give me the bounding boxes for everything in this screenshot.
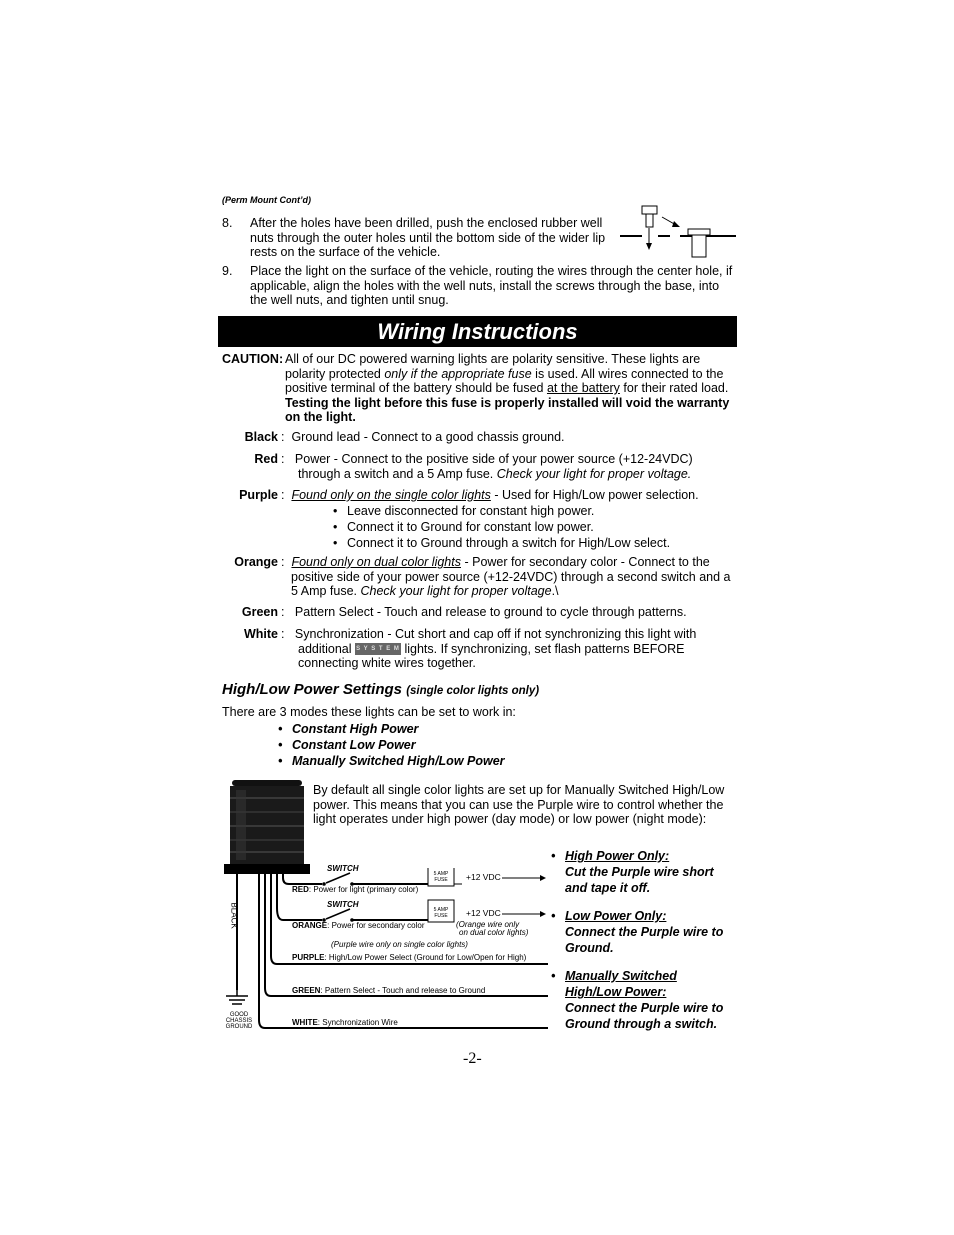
wire-desc-red: : Power - Connect to the positive side of your power source (+12-24VDC) through a switch and a 5 Amp fuse. Check your light for proper voltage. — [281, 452, 693, 481]
list-item: • Leave disconnected for constant high power. — [333, 503, 741, 519]
fuse-label: 5 AMP FUSE — [433, 907, 449, 919]
well-nut-illustration — [618, 203, 740, 261]
list-item: • Connect it to Ground through a switch for High/Low select. — [333, 535, 741, 551]
purple-wire-note: (Purple wire only on single color lights) — [331, 940, 468, 949]
continuation-label: (Perm Mount Cont’d) — [222, 195, 311, 205]
step-line: the well nuts, and tighten until snug. — [250, 293, 449, 307]
caution-line: polarity protected only if the appropriate fuse is used. All wires connected to the — [285, 366, 724, 381]
wire-label-red: Red — [254, 452, 278, 466]
purple-wire-label: PURPLE: High/Low Power Select (Ground for Low/Open for High) — [292, 953, 527, 962]
wire-desc-black: : Ground lead - Connect to a good chassis ground. — [281, 430, 565, 444]
red-wire-label: RED: Power for light (primary color) — [292, 885, 419, 894]
page-number: -2- — [463, 1050, 482, 1067]
orange-wire-label: ORANGE: Power for secondary color — [292, 921, 425, 930]
caution-warning-line: on the light. — [285, 410, 356, 424]
list-item: • Manually Switched High/Low Power: Connect the Purple wire to Ground through a switch. — [551, 968, 741, 1032]
list-item: • Constant High Power — [278, 721, 505, 737]
fuse-label: 5 AMP FUSE — [433, 871, 449, 883]
list-item: • Connect it to Ground for constant low power. — [333, 519, 741, 535]
step-number: 9. — [222, 264, 233, 278]
vdc-label: +12 VDC — [466, 872, 501, 882]
wire-label-black: Black — [244, 430, 278, 444]
caution-line: All of our DC powered warning lights are polarity sensitive. These lights are — [285, 352, 701, 366]
step-line: nuts through the outer holes until the bottom side of the wider lip — [250, 230, 606, 245]
step-text — [250, 264, 732, 308]
wire-desc-orange: : Found only on dual color lights - Power for secondary color - Connect to the positive side of your power source (+12-24VDC) through a second switch and a 5 Amp fuse. Check your light for proper voltage.\ — [281, 555, 731, 598]
wire-label-white: White — [243, 627, 278, 641]
hilo-intro: There are 3 modes these lights can be set to work in: — [222, 705, 516, 719]
green-wire-label: GREEN: Pattern Select - Touch and release to Ground — [292, 986, 486, 995]
switch-label: SWITCH — [327, 900, 359, 909]
switch-label: SWITCH — [327, 864, 359, 873]
list-item: • Constant Low Power — [278, 737, 505, 753]
list-item: • High Power Only: Cut the Purple wire short and tape it off. — [551, 848, 741, 896]
hilo-heading: High/Low Power Settings (single color lights only) — [222, 681, 540, 698]
section-title: Wiring Instructions — [377, 319, 578, 344]
purple-options-list — [333, 503, 741, 551]
sync-system-logo: S Y S T E M — [355, 643, 401, 655]
default-setup-text: By default all single color lights are set up for Manually Switched High/Low power. This means that you can use the Purple wire to control whether the light operates under high power (day mode) or low power (night mode): — [313, 783, 725, 826]
caution-text — [285, 352, 745, 425]
wire-label-green: Green — [241, 605, 278, 619]
wire-label-purple: Purple — [239, 488, 278, 502]
step-line: Place the light on the surface of the vehicle, routing the wires through the center hole, if — [250, 264, 733, 278]
list-item: • Low Power Only: Connect the Purple wire to Ground. — [551, 908, 741, 956]
step-text — [250, 216, 605, 260]
ground-label: GOOD CHASSIS GROUND — [225, 1012, 253, 1030]
caution-line: positive terminal of the battery should be fused at the battery for their rated load. — [285, 381, 729, 395]
beacon-light-icon — [222, 778, 312, 878]
caution-label: CAUTION: — [222, 352, 284, 366]
step-line: rests on the surface of the vehicle. — [250, 245, 441, 259]
section-title-banner — [218, 316, 737, 347]
step-line: After the holes have been drilled, push the enclosed rubber well — [250, 216, 603, 230]
black-wire-label: BLACK — [229, 902, 239, 929]
purple-wire-options — [551, 848, 741, 1044]
white-wire-label: WHITE: Synchronization Wire — [292, 1018, 398, 1027]
step-line: applicable, align the holes with the well nuts, install the screws through the base, into — [250, 278, 720, 293]
step-number: 8. — [222, 216, 233, 230]
step-8 — [222, 216, 622, 261]
wire-desc-purple: : Found only on the single color lights - Used for High/Low power selection. • Leave disconnected for constant high power. • Connect it to Ground for constant low power. • Connect it to Ground through a switch for High/Low select. — [281, 488, 741, 551]
caution-warning-line: Testing the light before this fuse is properly installed will void the warranty — [285, 395, 730, 410]
step-9 — [222, 264, 742, 309]
wire-label-orange: Orange — [234, 555, 278, 569]
hilo-modes-list — [278, 721, 505, 769]
vdc-label: +12 VDC — [466, 908, 501, 918]
wire-desc-green: : Pattern Select - Touch and release to ground to cycle through patterns. — [281, 605, 687, 619]
orange-wire-note: (Orange wire only on dual color lights) — [456, 920, 529, 937]
wire-desc-white: : Synchronization - Cut short and cap off if not synchronizing this light with additional S Y S T E M lights. If synchronizing, set flash patterns BEFORE connecting white wires together. — [281, 627, 697, 670]
list-item: • Manually Switched High/Low Power — [278, 753, 505, 769]
